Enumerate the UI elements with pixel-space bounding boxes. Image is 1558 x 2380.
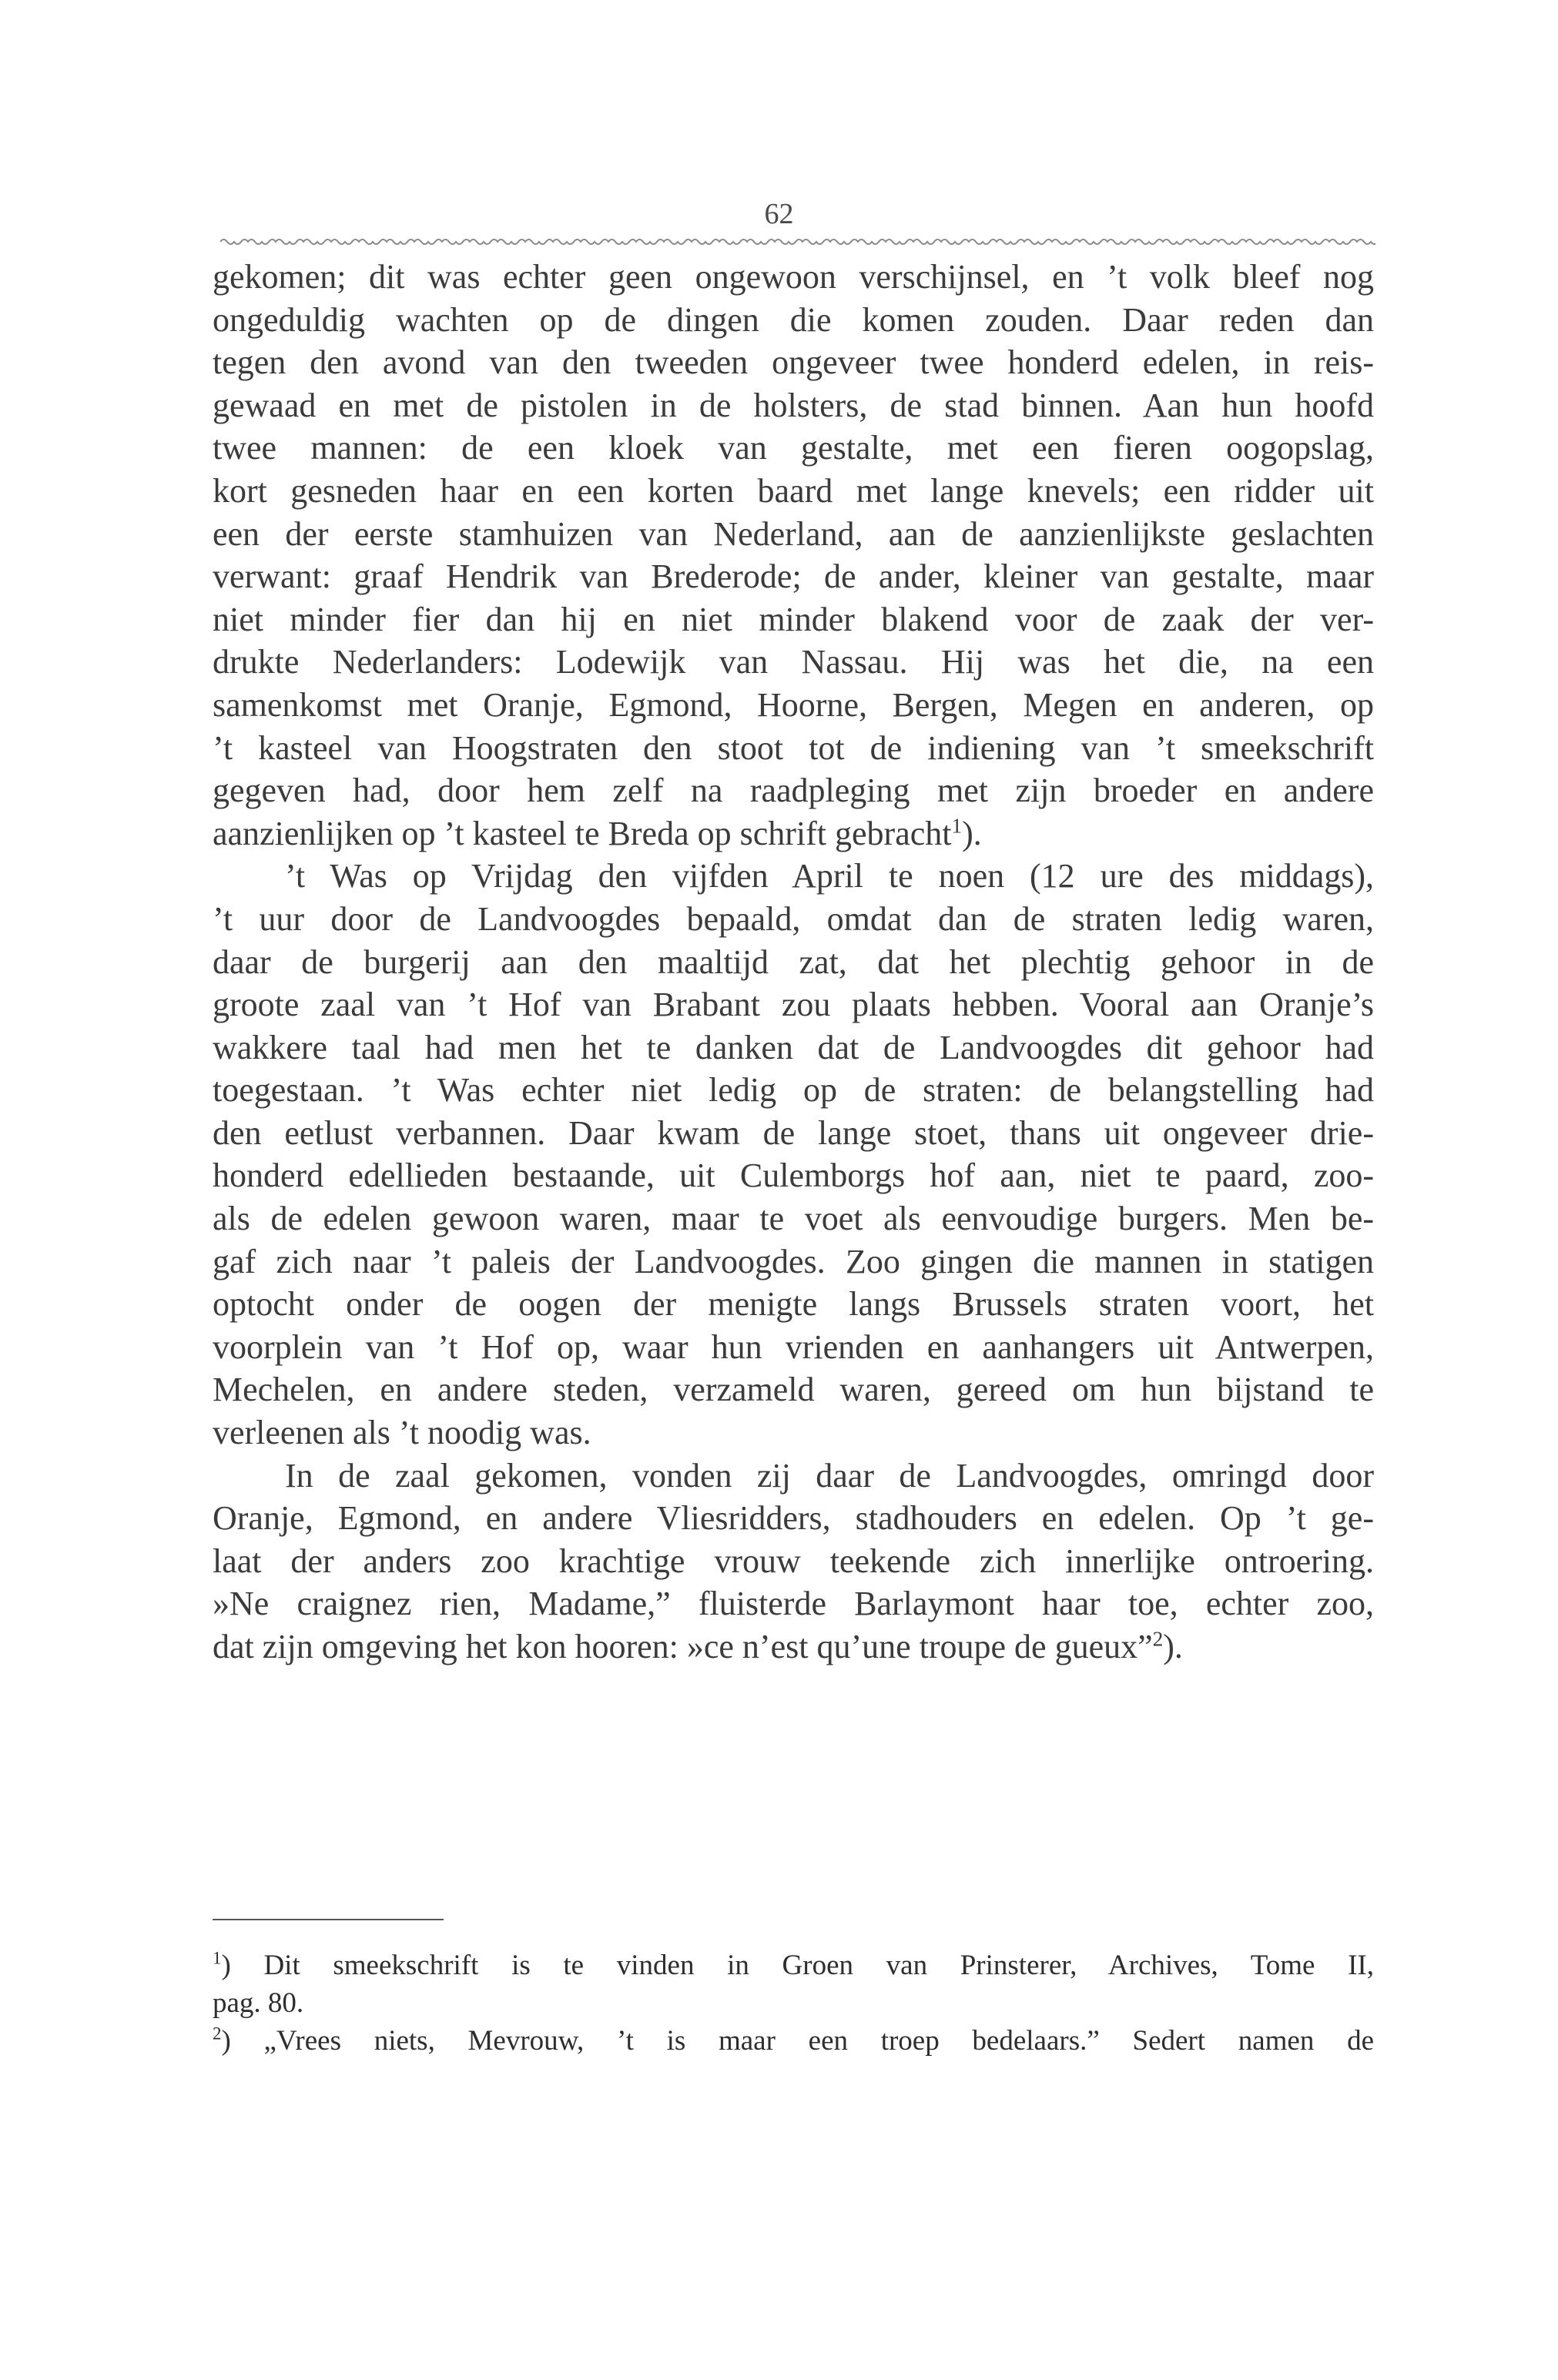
text-line: [213, 941, 1374, 984]
text-line-content: kort gesneden haar en een korten baard met lange knevels; een ridder uit: [213, 471, 1374, 510]
text-line-content: voorplein van ’t Hof op, waar hun vrienden en aanhangers uit Antwerpen,: [213, 1327, 1374, 1366]
text-line-tail: ).: [962, 814, 982, 852]
text-line-content: In de zaal gekomen, vonden zij daar de Landvoogdes, omringd door: [285, 1456, 1374, 1495]
footnote-separator: [213, 1919, 444, 1920]
text-line-content: toegestaan. ’t Was echter niet ledig op de straten: de belangstelling had: [213, 1071, 1374, 1110]
text-line: [213, 555, 1374, 598]
text-line: [213, 341, 1374, 384]
text-line: [213, 1368, 1374, 1411]
body-text: [213, 256, 1374, 1669]
header-wavy-rule: [220, 233, 1375, 251]
text-line: [213, 1154, 1374, 1197]
text-line-content: als de edelen gewoon waren, maar te voet als eenvoudige burgers. Men be-: [213, 1200, 1374, 1238]
text-line: [213, 684, 1374, 727]
text-line-content: honderd edellieden bestaande, uit Culemborgs hof aan, niet te paard, zoo-: [213, 1157, 1374, 1195]
text-line-content: gekomen; dit was echter geen ongewoon verschijnsel, en ’t volk bleef nog: [213, 258, 1374, 296]
text-line: [213, 1069, 1374, 1112]
text-line-content: verleenen als ’t noodig was.: [213, 1414, 591, 1452]
text-line: [213, 812, 1374, 855]
footnote-text: pag. 80.: [213, 1987, 304, 2019]
wavy-line: [220, 239, 1375, 244]
text-line: [213, 1411, 1374, 1454]
footnote-line: [213, 2022, 1374, 2060]
text-line: [213, 1625, 1374, 1669]
text-line: [213, 1283, 1374, 1326]
text-line-content: daar de burgerij aan den maaltijd zat, dat het plechtig gehoor in de: [213, 942, 1374, 981]
text-line-content: laat der anders zoo krachtige vrouw teekende zich innerlijke ontroering.: [213, 1541, 1374, 1580]
footnote: [213, 2022, 1374, 2060]
footnote-line: [213, 1947, 1374, 1984]
text-line: [213, 1026, 1374, 1069]
text-line-content: een der eerste stamhuizen van Nederland, aan de aanzienlijkste geslachten: [213, 514, 1374, 553]
text-line: [213, 513, 1374, 556]
footnote-text: ) „Vrees niets, Mevrouw, ’t is maar een troep bedelaars.” Sedert namen de: [221, 2025, 1374, 2057]
text-line-content: Oranje, Egmond, en andere Vliesridders, stadhouders en edelen. Op ’t ge-: [213, 1499, 1374, 1538]
page-number: 62: [764, 198, 794, 230]
text-line-content: ’t kasteel van Hoogstraten den stoot tot de indiening van ’t smeekschrift: [213, 728, 1374, 767]
text-line-content: samenkomst met Oranje, Egmond, Hoorne, Bergen, Megen en anderen, op: [213, 685, 1374, 724]
text-line-content: niet minder fier dan hij en niet minder blakend voor de zaak der ver-: [213, 600, 1374, 638]
text-line: [213, 256, 1374, 299]
text-line-content: tegen den avond van den tweeden ongeveer twee honderd edelen, in reis-: [213, 343, 1374, 382]
text-line: [213, 598, 1374, 641]
text-line-content: ’t Was op Vrijdag den vijfden April te noen (12 ure des middags),: [285, 857, 1374, 895]
text-line: [213, 855, 1374, 898]
footnotes: [213, 1947, 1374, 2060]
text-line: [213, 727, 1374, 770]
text-line: [213, 641, 1374, 684]
footnote: [213, 1947, 1374, 2022]
text-line-content: gegeven had, door hem zelf na raadpleging met zijn broeder en andere: [213, 772, 1374, 810]
footnote-marker: 1: [213, 1948, 222, 1968]
text-line-content: groote zaal van ’t Hof van Brabant zou plaats hebben. Vooral aan Oranje’s: [213, 986, 1374, 1024]
text-line-content: gewaad en met de pistolen in de holsters, de stad binnen. Aan hun hoofd: [213, 386, 1374, 424]
footnote-reference: 1: [951, 814, 963, 838]
footnote-line: [213, 1984, 1374, 2022]
text-line-content: wakkere taal had men het te danken dat de Landvoogdes dit gehoor had: [213, 1028, 1374, 1066]
text-line-content: »Ne craignez rien, Madame,” fluisterde Barlaymont haar toe, echter zoo,: [213, 1585, 1374, 1623]
text-line: [213, 1497, 1374, 1540]
text-line: [213, 983, 1374, 1026]
text-line-content: twee mannen: de een kloek van gestalte, met een fieren oogopslag,: [213, 429, 1374, 467]
text-line-content: Mechelen, en andere steden, verzameld waren, gereed om hun bijstand te: [213, 1371, 1374, 1409]
text-line-content: den eetlust verbannen. Daar kwam de lange stoet, thans uit ongeveer drie-: [213, 1113, 1374, 1152]
text-line: [213, 427, 1374, 470]
footnote-text: ) Dit smeekschrift is te vinden in Groen van Prinsterer, Archives, Tome II,: [221, 1950, 1374, 1981]
footnote-reference: 2: [1152, 1627, 1164, 1651]
text-line-content: optocht onder de oogen der menigte langs Brussels straten voort, het: [213, 1285, 1374, 1324]
text-line: [213, 299, 1374, 342]
text-line: [213, 769, 1374, 812]
text-line: [213, 898, 1374, 941]
text-line: [213, 1582, 1374, 1625]
text-line: [213, 1454, 1374, 1498]
text-line: [213, 1240, 1374, 1284]
text-line-content: drukte Nederlanders: Lodewijk van Nassau. Hij was het die, na een: [213, 643, 1374, 681]
text-line-tail: ).: [1163, 1628, 1183, 1665]
text-line-content: gaf zich naar ’t paleis der Landvoogdes. Zoo gingen die mannen in statigen: [213, 1242, 1374, 1280]
text-line: [213, 1197, 1374, 1240]
footnote-marker: 2: [213, 2024, 222, 2044]
text-line: [213, 1540, 1374, 1583]
text-line: [213, 470, 1374, 513]
text-line-content: aanzienlijken op ’t kasteel te Breda op schrift gebracht: [213, 814, 952, 852]
text-line: [213, 1326, 1374, 1369]
text-line-content: dat zijn omgeving het kon hooren: »ce n’est qu’une troupe de gueux”: [213, 1628, 1153, 1665]
text-line-content: ’t uur door de Landvoogdes bepaald, omdat dan de straten ledig waren,: [213, 899, 1374, 938]
text-line: [213, 1112, 1374, 1155]
text-line-content: ongeduldig wachten op de dingen die komen zouden. Daar reden dan: [213, 300, 1374, 339]
text-line: [213, 384, 1374, 427]
text-line-content: verwant: graaf Hendrik van Brederode; de ander, kleiner van gestalte, maar: [213, 557, 1374, 596]
